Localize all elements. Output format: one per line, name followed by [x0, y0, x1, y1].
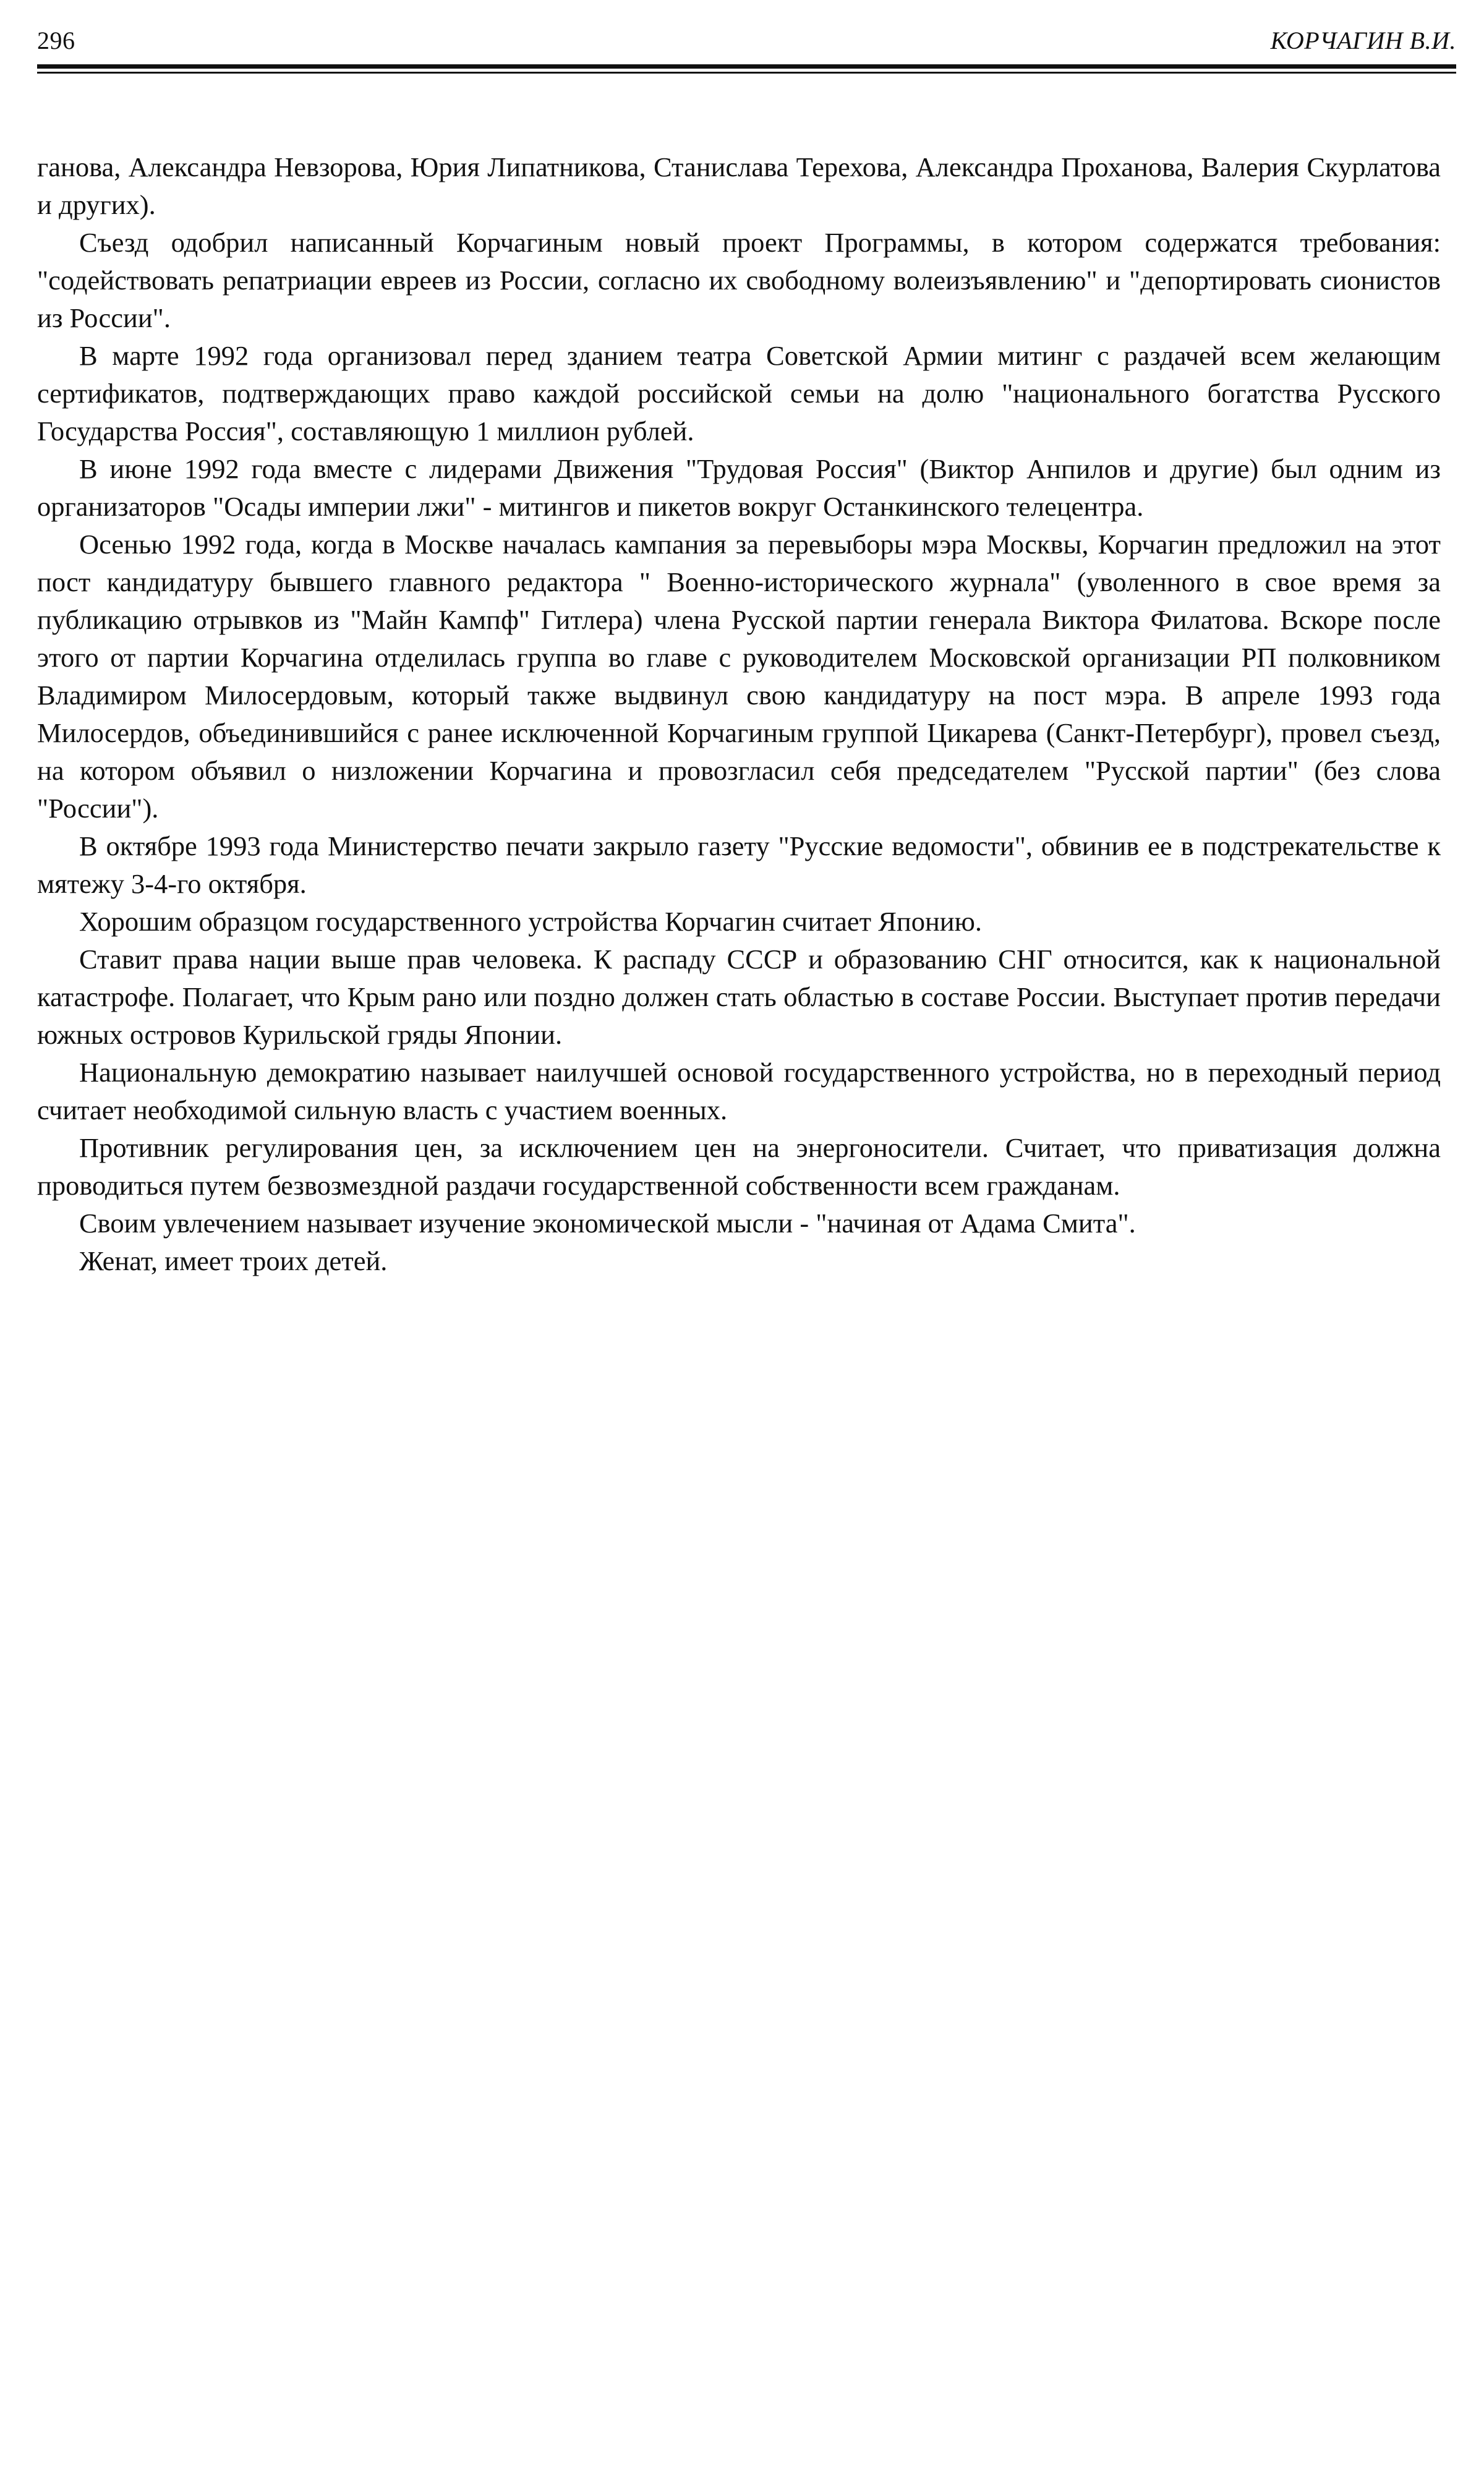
header-rule-thick	[37, 64, 1456, 69]
paragraph: Ставит права нации выше прав человека. К распаду СССР и образованию СНГ относится, как к национальной катастрофе. Полагает, что Крым рано или поздно должен стать областью в составе России. Выступает против передачи южных островов Курильской гряды Японии.	[37, 944, 1441, 1050]
running-head: КОРЧАГИН В.И.	[1270, 27, 1456, 54]
paragraph: Съезд одобрил написанный Корчагиным новый проект Программы, в котором содержатся требования: "содействовать репатриации евреев из России, согласно их свободному волеизъявлению" и "депортировать сионистов из России".	[37, 227, 1441, 333]
paragraph: Национальную демократию называет наилучшей основой государственного устройства, но в переходный период считает необходимой сильную власть с участием военных.	[37, 1057, 1441, 1125]
paragraph: Хорошим образцом государственного устройства Корчагин считает Японию.	[79, 906, 982, 937]
page-number: 296	[37, 27, 75, 54]
page-header	[37, 19, 1456, 56]
paragraph: В марте 1992 года организовал перед зданием театра Советской Армии митинг с раздачей всем желающим сертификатов, подтверждающих право каждой российской семьи на долю "национального богатства Русского Государства Россия", составляющую 1 миллион рублей.	[37, 340, 1441, 446]
header-rule-thin	[37, 72, 1456, 74]
paragraph: Противник регулирования цен, за исключением цен на энергоносители. Считает, что приватизация должна проводиться путем безвозмездной раздачи государственной собственности всем гражданам.	[37, 1132, 1441, 1201]
paragraph: Осенью 1992 года, когда в Москве началась кампания за перевыборы мэра Москвы, Корчагин предложил на этот пост кандидатуру бывшего главного редактора " Военно-исторического журнала" (уволенного в свое время за публикацию отрывков из "Майн Кампф" Гитлера) члена Русской партии генерала Виктора Филатова. Вскоре после этого от партии Корчагина отделилась группа во главе с руководителем Московской организации РП полковником Владимиром Милосердовым, который также выдвинул свою кандидатуру на пост мэра. В апреле 1993 года Милосердов, объединившийся с ранее исключенной Корчагиным группой Цикарева (Санкт-Петербург), провел съезд, на котором объявил о низложении Корчагина и провозгласил себя председателем "Русской партии" (без слова "России").	[37, 529, 1441, 824]
paragraph: ганова, Александра Невзорова, Юрия Липатникова, Станислава Терехова, Александра Проханова, Валерия Скурлатова и других).	[37, 151, 1441, 220]
body-text	[37, 148, 1441, 1280]
paragraph: В июне 1992 года вместе с лидерами Движения "Трудовая Россия" (Виктор Анпилов и другие) был одним из организаторов "Осады империи лжи" - митингов и пикетов вокруг Останкинского телецентра.	[37, 453, 1441, 522]
paragraph: Женат, имеет троих детей.	[79, 1245, 388, 1276]
paragraph: Своим увлечением называет изучение экономической мысли - "начиная от Адама Смита".	[79, 1208, 1136, 1239]
paragraph: В октябре 1993 года Министерство печати закрыло газету "Русские ведомости", обвинив ее в подстрекательстве к мятежу 3-4-го октября.	[37, 830, 1441, 899]
